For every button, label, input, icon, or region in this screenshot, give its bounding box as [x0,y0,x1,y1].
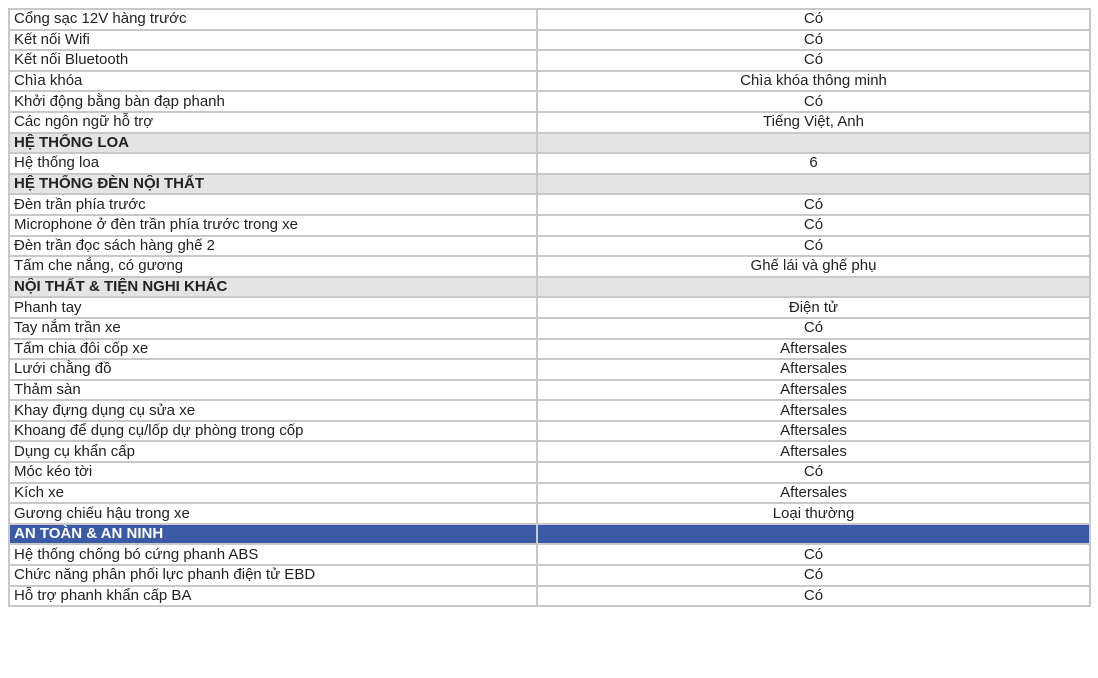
spec-value: Có [537,194,1090,215]
table-row [9,586,1090,607]
section-header-empty-cell [537,524,1090,545]
spec-label: Chìa khóa [9,71,537,92]
table-row [9,380,1090,401]
spec-label: Đèn trần phía trước [9,194,537,215]
section-header: HỆ THỐNG ĐÈN NỘI THẤT [9,174,537,195]
table-row [9,256,1090,277]
section-header-row [9,133,1090,154]
spec-value: Có [537,318,1090,339]
spec-value: Aftersales [537,359,1090,380]
spec-value: Có [537,215,1090,236]
spec-label: Tấm che nắng, có gương [9,256,537,277]
table-row [9,236,1090,257]
table-row [9,112,1090,133]
table-row [9,462,1090,483]
table-row [9,194,1090,215]
spec-value: Có [537,586,1090,607]
spec-value: Điện tử [537,297,1090,318]
spec-label: Dụng cụ khẩn cấp [9,441,537,462]
table-row [9,9,1090,30]
spec-value: Loại thường [537,503,1090,524]
table-row [9,359,1090,380]
spec-label: Khay đựng dụng cụ sửa xe [9,400,537,421]
section-header-accent: AN TOÀN & AN NINH [9,524,537,545]
spec-label: Khoang để dụng cụ/lốp dự phòng trong cốp [9,421,537,442]
spec-label: Thảm sàn [9,380,537,401]
table-row [9,50,1090,71]
table-row [9,318,1090,339]
table-row [9,339,1090,360]
section-header-empty-cell [537,174,1090,195]
spec-label: Chức năng phân phối lực phanh điện tử EBD [9,565,537,586]
spec-label: Đèn trần đọc sách hàng ghế 2 [9,236,537,257]
spec-label: Gương chiếu hậu trong xe [9,503,537,524]
table-row [9,71,1090,92]
table-row [9,544,1090,565]
spec-value: Có [537,462,1090,483]
spec-value: Aftersales [537,339,1090,360]
spec-value: Có [537,91,1090,112]
spec-value: Có [537,544,1090,565]
spec-label: Các ngôn ngữ hỗ trợ [9,112,537,133]
section-header-row [9,277,1090,298]
spec-label: Tấm chia đôi cốp xe [9,339,537,360]
table-row [9,503,1090,524]
spec-value: Tiếng Việt, Anh [537,112,1090,133]
spec-label: Kết nối Wifi [9,30,537,51]
table-row [9,30,1090,51]
spec-value: Aftersales [537,441,1090,462]
table-row [9,215,1090,236]
spec-value: 6 [537,153,1090,174]
section-header-accent-row [9,524,1090,545]
table-row [9,441,1090,462]
spec-value: Có [537,565,1090,586]
section-header-empty-cell [537,277,1090,298]
spec-value: Aftersales [537,380,1090,401]
table-row [9,421,1090,442]
section-header-row [9,174,1090,195]
spec-value: Aftersales [537,400,1090,421]
table-row [9,297,1090,318]
table-row [9,565,1090,586]
spec-label: Kết nối Bluetooth [9,50,537,71]
spec-value: Aftersales [537,483,1090,504]
spec-label: Lưới chằng đồ [9,359,537,380]
spec-label: Hệ thống chống bó cứng phanh ABS [9,544,537,565]
spec-label: Cổng sạc 12V hàng trước [9,9,537,30]
spec-label: Khởi động bằng bàn đạp phanh [9,91,537,112]
spec-label: Hệ thống loa [9,153,537,174]
spec-value: Ghế lái và ghế phụ [537,256,1090,277]
spec-label: Móc kéo tời [9,462,537,483]
spec-value: Có [537,30,1090,51]
spec-label: Hỗ trợ phanh khẩn cấp BA [9,586,537,607]
table-row [9,153,1090,174]
spec-value: Có [537,50,1090,71]
section-header: HỆ THỐNG LOA [9,133,537,154]
spec-label: Phanh tay [9,297,537,318]
table-row [9,400,1090,421]
spec-label: Tay nắm trần xe [9,318,537,339]
spec-value: Chìa khóa thông minh [537,71,1090,92]
spec-value: Có [537,9,1090,30]
table-row [9,483,1090,504]
spec-table [8,8,1091,607]
spec-label: Microphone ở đèn trần phía trước trong xe [9,215,537,236]
spec-value: Aftersales [537,421,1090,442]
spec-label: Kích xe [9,483,537,504]
table-row [9,91,1090,112]
section-header-empty-cell [537,133,1090,154]
section-header: NỘI THẤT & TIỆN NGHI KHÁC [9,277,537,298]
spec-value: Có [537,236,1090,257]
